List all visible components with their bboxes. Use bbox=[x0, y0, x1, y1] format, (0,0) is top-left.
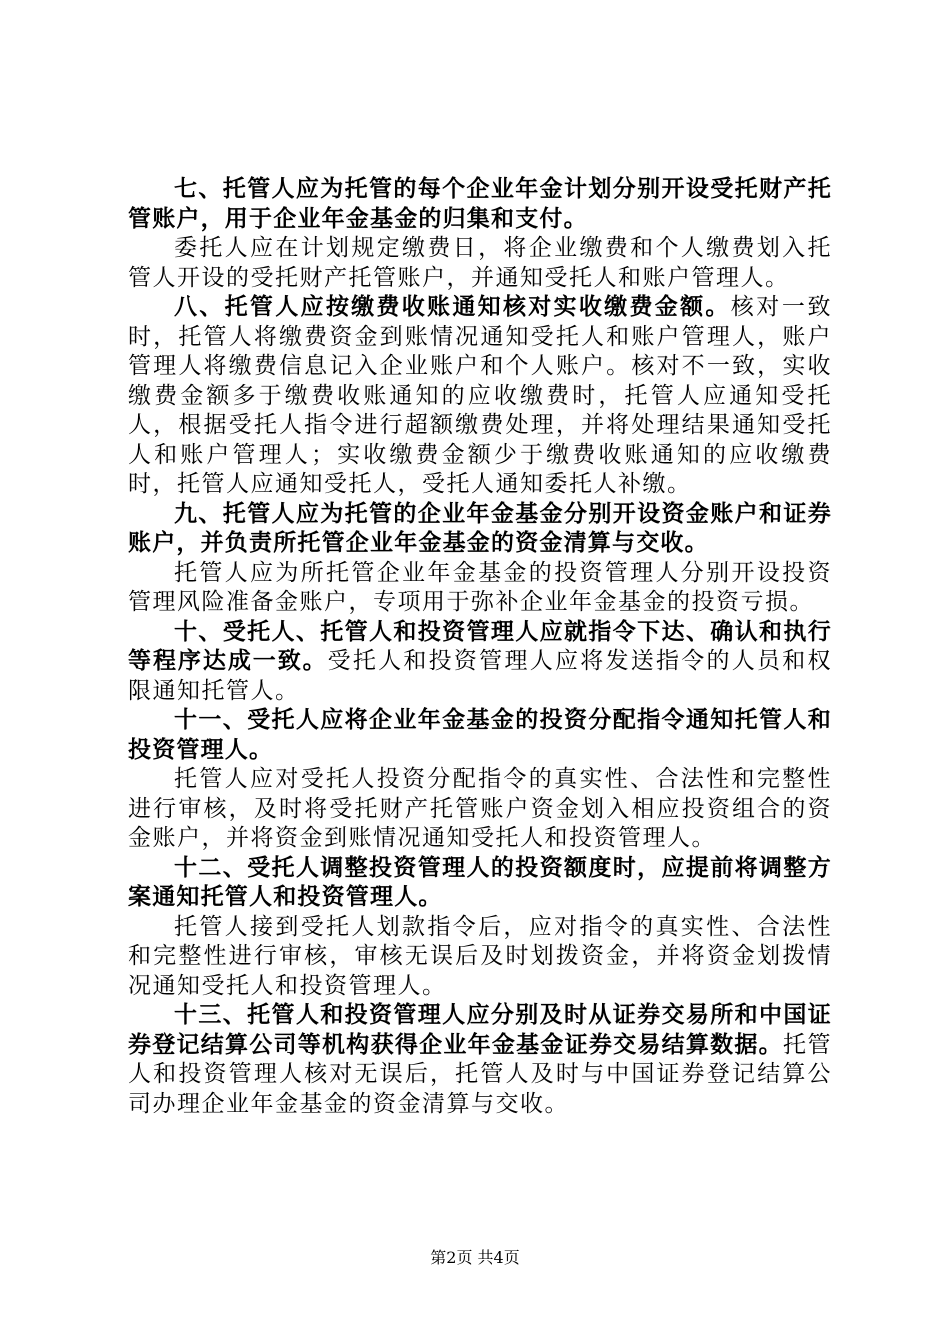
clause-heading: 九、托管人应为托管的企业年金基金分别开设资金账户和证券账户，并负责所托管企业年金基金的资金清算与交收。 bbox=[128, 500, 832, 556]
clause-heading: 八、托管人应按缴费收账通知核对实收缴费金额。 bbox=[174, 294, 731, 320]
clause-text: 受托人和投资管理人应将发送指令的人员和权限通知托管人。 bbox=[128, 648, 833, 704]
clause-text: 委托人应在计划规定缴费日，将企业缴费和个人缴费划入托管人开设的受托财产托管账户，并通知受托人和账户管理人。 bbox=[128, 235, 832, 291]
clause-heading: 七、托管人应为托管的每个企业年金计划分别开设受托财产托管账户，用于企业年金基金的归集和支付。 bbox=[128, 176, 832, 232]
clause-heading: 十、受托人、托管人和投资管理人应就指令下达、确认和执行等程序达成一致。 bbox=[128, 618, 832, 674]
clause-text: 托管人应对受托人投资分配指令的真实性、合法性和完整性进行审核，及时将受托财产托管账户资金划入相应投资组合的资金账户，并将资金到账情况通知受托人和投资管理人。 bbox=[128, 766, 832, 851]
clause-text: 托管人接到受托人划款指令后，应对指令的真实性、合法性和完整性进行审核，审核无误后及时划拨资金，并将资金划拨情况通知受托人和投资管理人。 bbox=[128, 913, 832, 999]
clause-text: 核对一致时，托管人将缴费资金到账情况通知受托人和账户管理人，账户管理人将缴费信息记入企业账户和个人账户。核对不一致，实收缴费金额多于缴费收账通知的应收缴费时，托管人应通知受托人，根据受托人指令进行超额缴费处理，并将处理结果通知受托人和账户管理人；实收缴费金额少于缴费收账通知的应收缴费时，托管人应通知受托人，受托人通知委托人补缴。 bbox=[128, 294, 832, 497]
clause-text: 托管人应为所托管企业年金基金的投资管理人分别开设投资管理风险准备金账户，专项用于弥补企业年金基金的投资亏损。 bbox=[128, 559, 832, 615]
clause-11-detail bbox=[128, 765, 832, 854]
clause-9-detail bbox=[128, 559, 832, 618]
clause-12 bbox=[128, 854, 832, 913]
page-footer: 第2页 共4页 bbox=[430, 1248, 520, 1267]
clause-heading: 十三、托管人和投资管理人应分别及时从证券交易所和中国证券登记结算公司等机构获得企业年金基金证券交易结算数据。 bbox=[128, 1002, 832, 1058]
clause-7-detail bbox=[128, 234, 832, 293]
clause-8 bbox=[128, 293, 832, 500]
clause-10 bbox=[128, 618, 832, 707]
clause-heading: 十一、受托人应将企业年金基金的投资分配指令通知托管人和投资管理人。 bbox=[128, 707, 832, 763]
clause-11 bbox=[128, 706, 832, 765]
clause-9 bbox=[128, 500, 832, 559]
clause-text: 托管人和投资管理人核对无误后，托管人及时与中国证券登记结算公司办理企业年金基金的资金清算与交收。 bbox=[128, 1031, 832, 1117]
clause-heading: 十二、受托人调整投资管理人的投资额度时，应提前将调整方案通知托管人和投资管理人。 bbox=[128, 854, 832, 910]
document-body bbox=[128, 175, 832, 1119]
clause-7 bbox=[128, 175, 832, 234]
clause-12-detail bbox=[128, 913, 832, 1002]
clause-13 bbox=[128, 1001, 832, 1119]
